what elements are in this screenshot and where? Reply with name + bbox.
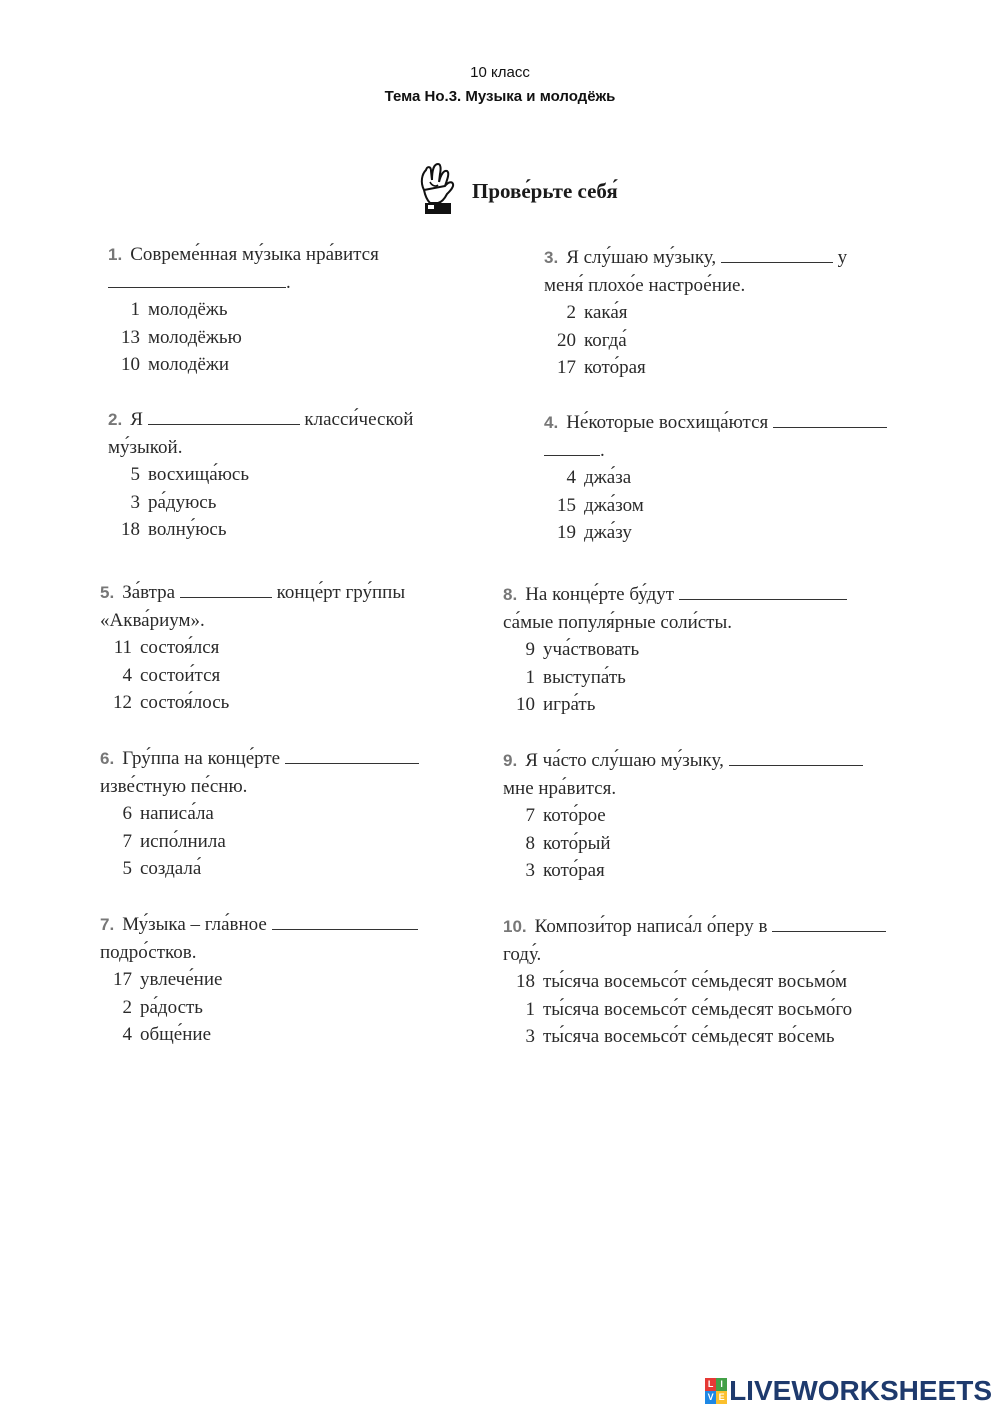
topic-title: Тема Но.3. Музыка и молодёжь: [384, 88, 616, 105]
question-text: мне нра́вится.: [503, 777, 617, 799]
option-number: 1: [130, 299, 140, 320]
option-number: 3: [525, 1026, 535, 1047]
option-text: увлече́ние: [140, 969, 223, 990]
option-number: 8: [525, 832, 535, 854]
question-number: 8.: [503, 585, 518, 604]
option[interactable]: [100, 828, 419, 856]
option-text: игра́ть: [543, 694, 596, 715]
question-number: 1.: [108, 245, 123, 264]
option[interactable]: [100, 662, 405, 690]
option-text: обще́ние: [140, 1024, 211, 1045]
question-text: изве́стную пе́сню.: [100, 775, 248, 797]
question-text-end: .: [600, 439, 605, 461]
option-text: джа́зом: [584, 494, 644, 516]
question-text: конце́рт гру́ппы: [276, 582, 406, 603]
option-text: когда́: [584, 329, 627, 351]
option-number: 7: [122, 830, 132, 852]
question-5: [100, 579, 405, 717]
option[interactable]: [503, 1023, 886, 1051]
question-text: «Аква́риум».: [100, 609, 205, 631]
question-text: Му́зыка – гла́вное: [122, 914, 267, 935]
question-text-end: .: [286, 271, 291, 293]
option-text: уча́ствовать: [543, 639, 640, 660]
option-number: 1: [525, 998, 535, 1020]
section-heading: [412, 160, 618, 216]
grade-label: 10 класс: [470, 64, 530, 81]
question-number: 7.: [100, 915, 115, 934]
answer-blank[interactable]: [148, 423, 300, 425]
option-number: 11: [113, 637, 132, 658]
option[interactable]: [100, 855, 419, 883]
page-header: [0, 62, 1000, 110]
option[interactable]: [544, 299, 847, 327]
answer-blank-continued[interactable]: [544, 454, 600, 456]
question-text: году́.: [503, 943, 542, 965]
question-number: 3.: [544, 248, 559, 267]
option-number: 1: [525, 666, 535, 688]
option-number: 4: [122, 1024, 132, 1045]
logo-letter: E: [716, 1391, 727, 1404]
question-text: са́мые популя́рные соли́сты.: [503, 611, 732, 633]
question-text: Я слу́шаю му́зыку,: [566, 247, 717, 268]
option[interactable]: [108, 296, 379, 324]
answer-blank[interactable]: [772, 930, 886, 932]
liveworksheets-logo-icon: [705, 1378, 727, 1404]
option-text: ра́дуюсь: [148, 491, 217, 513]
option[interactable]: [544, 519, 887, 547]
option[interactable]: [544, 492, 887, 520]
logo-letter: I: [716, 1378, 727, 1391]
brand-name: LIVEWORKSHEETS: [729, 1375, 992, 1406]
question-text: меня́ плохо́е настрое́ние.: [544, 274, 746, 296]
question-text: Не́которые восхища́ются: [566, 412, 769, 433]
option-text: состоя́лся: [140, 637, 220, 658]
option-text: ты́сяча восемьсо́т се́мьдесят восьмо́м: [543, 971, 847, 992]
answer-blank[interactable]: [679, 598, 847, 600]
question-text: За́втра: [122, 582, 176, 603]
option[interactable]: [100, 1021, 418, 1049]
question-10: [503, 913, 886, 1051]
option[interactable]: [503, 691, 847, 719]
option[interactable]: [544, 464, 887, 492]
option-text: создала́: [140, 858, 202, 879]
option-text: кото́рая: [584, 357, 646, 378]
question-9: [503, 747, 863, 885]
option-text: написа́ла: [140, 803, 214, 824]
question-1: [108, 241, 379, 379]
answer-blank[interactable]: [285, 762, 419, 764]
answer-blank[interactable]: [729, 764, 863, 766]
answer-blank[interactable]: [773, 426, 887, 428]
question-text: класси́ческой: [304, 409, 414, 430]
question-number: 10.: [503, 917, 527, 936]
option[interactable]: [503, 968, 886, 996]
option-number: 5: [122, 858, 132, 879]
option-number: 10: [121, 354, 140, 375]
option[interactable]: [503, 664, 847, 692]
option-text: молодёжь: [148, 299, 228, 320]
option[interactable]: [100, 689, 405, 717]
option-number: 19: [557, 522, 576, 543]
option[interactable]: [108, 351, 379, 379]
question-text: Компози́тор написа́л о́перу в: [534, 916, 768, 937]
option-text: джа́зу: [584, 522, 632, 543]
hand-ok-icon: [412, 160, 462, 216]
option-text: молодёжи: [148, 354, 230, 375]
option-number: 2: [122, 996, 132, 1018]
option-number: 20: [557, 329, 576, 351]
section-title: Прове́рьте себя́: [472, 178, 618, 203]
option-number: 4: [122, 664, 132, 686]
question-number: 5.: [100, 583, 115, 602]
option[interactable]: [108, 324, 379, 352]
option-number: 2: [566, 302, 576, 323]
option-number: 3: [130, 491, 140, 513]
option-text: восхища́юсь: [148, 464, 250, 485]
answer-blank[interactable]: [272, 928, 418, 930]
question-number: 2.: [108, 410, 123, 429]
option-text: ты́сяча восемьсо́т се́мьдесят восьмо́го: [543, 998, 853, 1020]
option-number: 4: [566, 467, 576, 488]
question-text: Совреме́нная му́зыка нра́вится: [130, 244, 379, 265]
question-number: 9.: [503, 751, 518, 770]
option-text: ты́сяча восемьсо́т се́мьдесят во́семь: [543, 1026, 835, 1047]
option[interactable]: [108, 516, 413, 544]
question-text: подро́стков.: [100, 941, 197, 963]
option-text: ра́дость: [140, 996, 203, 1018]
question-text: Гру́ппа на конце́рте: [122, 748, 281, 769]
option[interactable]: [503, 802, 863, 830]
option[interactable]: [503, 996, 886, 1024]
option-text: состои́тся: [140, 664, 221, 686]
question-3: [544, 244, 847, 382]
option-number: 13: [121, 326, 140, 348]
logo-letter: V: [705, 1391, 716, 1404]
option-text: выступа́ть: [543, 666, 626, 688]
option-text: джа́за: [584, 467, 632, 488]
option-number: 7: [525, 805, 535, 826]
option-number: 12: [113, 692, 132, 713]
option[interactable]: [108, 489, 413, 517]
option[interactable]: [544, 327, 847, 355]
option[interactable]: [503, 857, 863, 885]
option-text: кото́рый: [543, 832, 611, 854]
answer-blank[interactable]: [721, 261, 833, 263]
liveworksheets-brand[interactable]: [705, 1375, 992, 1407]
option[interactable]: [100, 800, 419, 828]
option-text: испо́лнила: [140, 830, 226, 852]
question-7: [100, 911, 418, 1049]
option[interactable]: [503, 830, 863, 858]
option-number: 3: [525, 860, 535, 881]
option-text: состоя́лось: [140, 692, 230, 713]
option-text: кака́я: [584, 302, 628, 323]
option-number: 17: [557, 357, 576, 378]
option[interactable]: [100, 966, 418, 994]
option[interactable]: [108, 461, 413, 489]
option-text: кото́рая: [543, 860, 605, 881]
question-8: [503, 581, 847, 719]
question-text: у: [837, 247, 848, 268]
question-text: му́зыкой.: [108, 436, 183, 458]
option-text: кото́рое: [543, 805, 606, 826]
question-text: На конце́рте бу́дут: [525, 584, 675, 605]
option-number: 6: [122, 803, 132, 824]
option-number: 18: [121, 519, 140, 540]
question-number: 4.: [544, 413, 559, 432]
question-2: [108, 406, 413, 544]
option-number: 18: [516, 971, 535, 992]
question-text: Я: [130, 409, 143, 430]
option-number: 9: [525, 639, 535, 660]
option[interactable]: [503, 636, 847, 664]
option-number: 17: [113, 969, 132, 990]
option-text: молодёжью: [148, 326, 242, 348]
answer-blank[interactable]: [180, 596, 272, 598]
option-number: 15: [557, 494, 576, 516]
question-4: [544, 409, 887, 547]
logo-letter: L: [705, 1378, 716, 1391]
question-number: 6.: [100, 749, 115, 768]
option[interactable]: [100, 634, 405, 662]
option-number: 10: [516, 694, 535, 715]
option-number: 5: [130, 464, 140, 485]
question-text: Я ча́сто слу́шаю му́зыку,: [525, 750, 724, 771]
question-6: [100, 745, 419, 883]
option[interactable]: [100, 994, 418, 1022]
option[interactable]: [544, 354, 847, 382]
option-text: волну́юсь: [148, 519, 227, 540]
answer-blank[interactable]: [108, 286, 286, 288]
